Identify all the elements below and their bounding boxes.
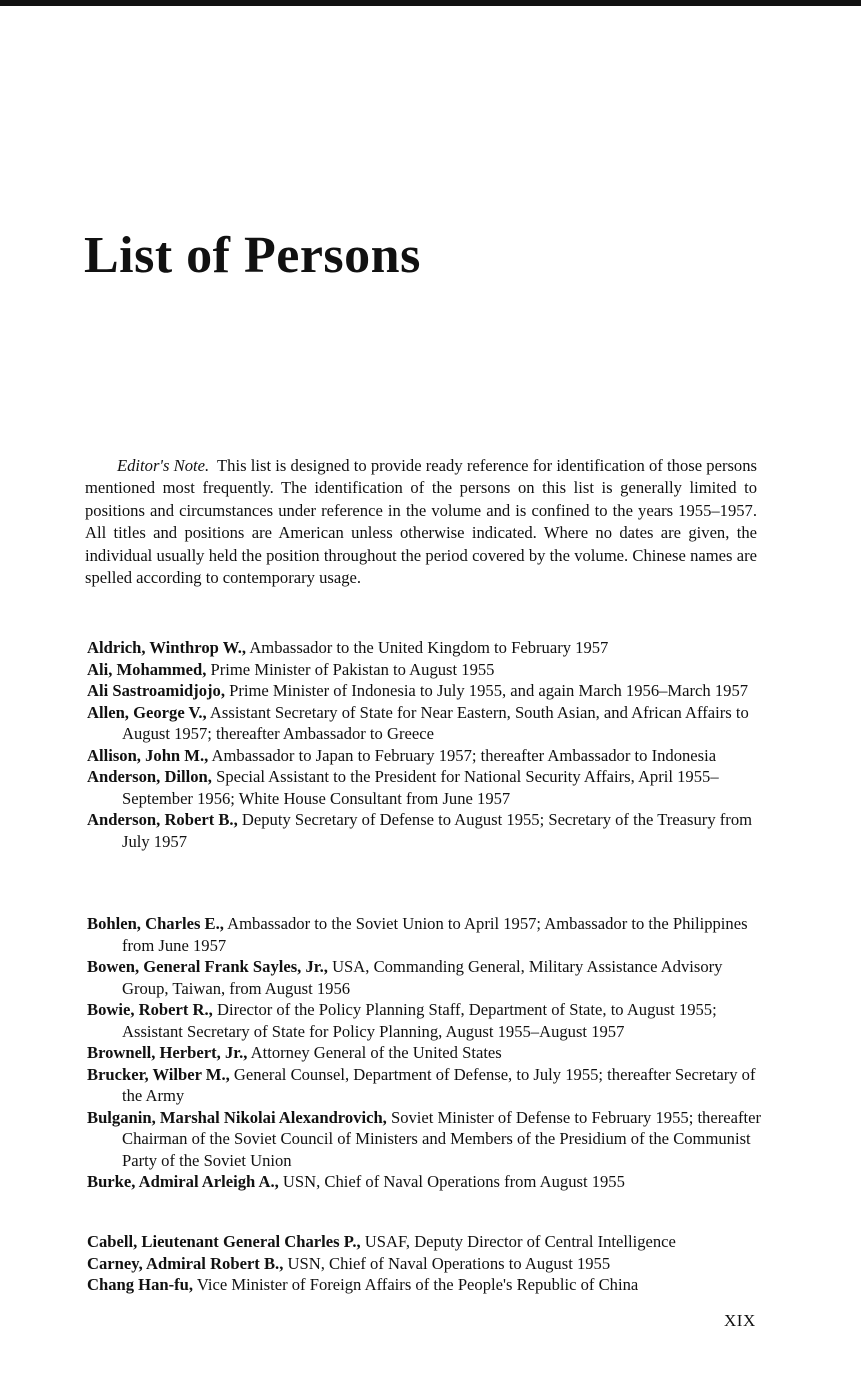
person-entry	[87, 766, 761, 809]
person-entry	[87, 1253, 761, 1275]
person-description: Soviet Minister of Defense to February 1955; thereafter Chairman of the Soviet Council of Ministers and Members of the Presidium of the Communist Party of the Soviet Union	[122, 1107, 762, 1170]
person-description: Director of the Policy Planning Staff, Department of State, to August 1955; Assistant Secretary of State for Policy Planning, August 1955–August 1957	[122, 1000, 717, 1041]
person-name: Allison, John M.,	[87, 745, 209, 765]
persons-section-c	[87, 1231, 761, 1296]
person-name: Brucker, Wilber M.,	[87, 1064, 230, 1084]
person-description: Prime Minister of Pakistan to August 1955	[210, 659, 495, 679]
person-entry	[87, 1064, 761, 1107]
person-name: Ali Sastroamidjojo,	[87, 681, 225, 700]
person-name: Chang Han-fu,	[87, 1275, 194, 1294]
person-entry	[87, 702, 761, 745]
person-description: Ambassador to the United Kingdom to February 1957	[249, 638, 609, 657]
person-name: Carney, Admiral Robert B.,	[87, 1253, 284, 1273]
person-entry	[87, 745, 761, 767]
person-entry	[87, 809, 761, 852]
person-name: Bohlen, Charles E.,	[87, 914, 224, 933]
person-name: Bulganin, Marshal Nikolai Alexandrovich,	[87, 1107, 387, 1127]
person-name: Bowie, Robert R.,	[87, 1000, 213, 1019]
person-entry	[87, 659, 761, 681]
person-name: Cabell, Lieutenant General Charles P.,	[87, 1232, 361, 1251]
person-name: Anderson, Dillon,	[87, 767, 212, 786]
person-name: Bowen, General Frank Sayles, Jr.,	[87, 957, 328, 976]
person-name: Ali, Mohammed,	[87, 659, 207, 679]
editors-note-label: Editor's Note.	[117, 456, 210, 475]
top-border-rule	[0, 0, 861, 6]
person-description: Vice Minister of Foreign Affairs of the People's Republic of China	[196, 1275, 639, 1294]
person-name: Anderson, Robert B.,	[87, 810, 238, 829]
editors-note-text: This list is designed to provide ready reference for identification of those persons mentioned most frequently. The identification of the persons on this list is generally limited to positions and circumstances under reference in the volume and is confined to the years 1955–1957. All titles and positions are American unless otherwise indicated. Where no dates are given, the individual usually held the position throughout the period covered by the volume. Chinese names are spelled according to contemporary usage.	[85, 456, 757, 588]
person-entry	[87, 1274, 761, 1296]
person-description: General Counsel, Department of Defense, to July 1955; thereafter Secretary of the Army	[122, 1064, 756, 1105]
person-description: USN, Chief of Naval Operations to August 1955	[287, 1253, 611, 1273]
person-entry	[87, 1042, 761, 1064]
person-name: Brownell, Herbert, Jr.,	[87, 1043, 248, 1062]
person-description: Attorney General of the United States	[250, 1043, 502, 1062]
person-name: Aldrich, Winthrop W.,	[87, 638, 247, 657]
person-description: Deputy Secretary of Defense to August 1955; Secretary of the Treasury from July 1957	[122, 810, 753, 851]
person-description: USAF, Deputy Director of Central Intelligence	[364, 1232, 676, 1251]
person-description: USN, Chief of Naval Operations from August 1955	[282, 1172, 625, 1191]
person-description: Ambassador to Japan to February 1957; thereafter Ambassador to Indonesia	[211, 745, 717, 765]
person-entry	[87, 956, 761, 999]
person-description: USA, Commanding General, Military Assistance Advisory Group, Taiwan, from August 1956	[122, 957, 723, 998]
person-description: Assistant Secretary of State for Near Eastern, South Asian, and African Affairs to August 1957; thereafter Ambassador to Greece	[122, 702, 749, 743]
person-description: Special Assistant to the President for National Security Affairs, April 1955–September 1956; White House Consultant from June 1957	[122, 767, 719, 808]
persons-section-a	[87, 637, 761, 852]
person-entry	[87, 1171, 761, 1193]
person-description: Prime Minister of Indonesia to July 1955, and again March 1956–March 1957	[229, 681, 749, 700]
person-description: Ambassador to the Soviet Union to April 1957; Ambassador to the Philippines from June 1957	[122, 914, 748, 955]
person-entry	[87, 999, 761, 1042]
persons-section-b	[87, 913, 761, 1193]
person-entry	[87, 680, 761, 702]
person-name: Allen, George V.,	[87, 702, 207, 722]
person-entry	[87, 913, 761, 956]
person-entry	[87, 1107, 761, 1172]
page-number: XIX	[724, 1311, 756, 1330]
person-entry	[87, 1231, 761, 1253]
person-name: Burke, Admiral Arleigh A.,	[87, 1172, 279, 1191]
editors-note	[85, 455, 757, 589]
person-entry	[87, 637, 761, 659]
page-title: List of Persons	[84, 227, 421, 284]
